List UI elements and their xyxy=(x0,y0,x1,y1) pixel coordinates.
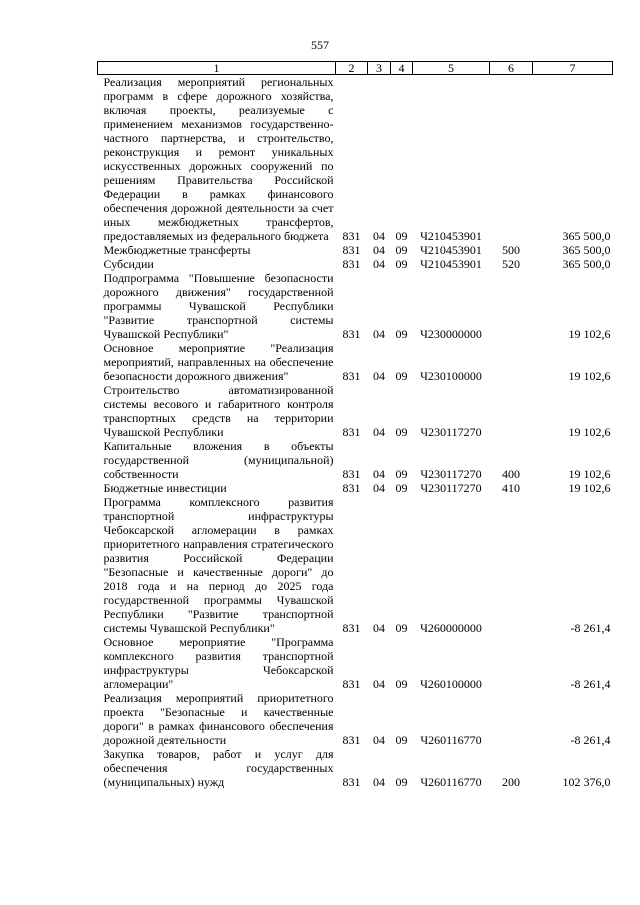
table-row xyxy=(98,481,613,495)
table-row xyxy=(98,691,613,747)
row-amount: 19 102,6 xyxy=(568,327,611,341)
row-subsection-code: 09 xyxy=(395,229,408,243)
row-expense-type xyxy=(490,75,533,244)
row-subsection-code: 09 xyxy=(395,425,408,439)
table-row xyxy=(98,75,613,244)
row-expense-type xyxy=(490,635,533,691)
row-section-code: 04 xyxy=(373,677,385,691)
row-expense-type xyxy=(490,495,533,635)
table-row xyxy=(98,257,613,271)
row-subsection-code: 09 xyxy=(395,733,408,747)
table-row xyxy=(98,747,613,789)
row-target-article: Ч230117270 xyxy=(420,467,482,481)
header-col-2: 2 xyxy=(336,62,368,75)
row-target-article: Ч260100000 xyxy=(420,677,482,691)
row-ministry-code: 831 xyxy=(342,369,361,383)
table-row xyxy=(98,495,613,635)
row-expense-type xyxy=(490,341,533,383)
row-target-article: Ч210453901 xyxy=(420,243,482,257)
row-expense-type xyxy=(490,383,533,439)
row-section-code: 04 xyxy=(373,425,385,439)
header-row xyxy=(98,62,613,75)
row-ministry-code: 831 xyxy=(342,775,361,789)
row-target-article: Ч230117270 xyxy=(420,481,482,495)
row-expense-type: 200 xyxy=(502,775,520,789)
row-name: Подпрограмма "Повышение безопасности дорожного движения" государственной программы Чувашской Республики "Развитие транспортной системы Чувашской Республики" xyxy=(103,271,334,341)
table-row xyxy=(98,271,613,341)
row-name: Основное мероприятие "Реализация мероприятий, направленных на обеспечение безопасности дорожного движения" xyxy=(103,341,334,383)
row-target-article: Ч260116770 xyxy=(420,733,482,747)
row-name: Строительство автоматизированной системы весового и габаритного контроля транспортных средств на территории Чувашской Республики xyxy=(103,383,334,439)
row-amount: 19 102,6 xyxy=(568,481,611,495)
row-target-article: Ч230117270 xyxy=(420,425,482,439)
row-expense-type: 520 xyxy=(502,257,520,271)
row-name: Капитальные вложения в объекты государственной (муниципальной) собственности xyxy=(103,439,334,481)
row-expense-type: 500 xyxy=(502,243,520,257)
row-expense-type: 400 xyxy=(502,467,520,481)
row-subsection-code: 09 xyxy=(395,775,408,789)
row-name: Программа комплексного развития транспортной инфраструктуры Чебоксарской агломерации в рамках приоритетного направления стратегического развития Российской Федерации "Безопасные и качественные дороги" до 2018 года и на период до 2025 года государственной программы Чувашской Республики "Развитие транспортной системы Чувашской Республики" xyxy=(103,495,334,635)
row-section-code: 04 xyxy=(373,733,385,747)
row-expense-type xyxy=(490,271,533,341)
row-amount: 365 500,0 xyxy=(562,257,611,271)
row-section-code: 04 xyxy=(373,243,385,257)
header-col-1: 1 xyxy=(98,62,336,75)
row-subsection-code: 09 xyxy=(395,677,408,691)
row-ministry-code: 831 xyxy=(342,733,361,747)
row-ministry-code: 831 xyxy=(342,621,361,635)
row-expense-type xyxy=(490,691,533,747)
header-col-3: 3 xyxy=(368,62,391,75)
row-amount: 102 376,0 xyxy=(562,775,611,789)
row-ministry-code: 831 xyxy=(342,467,361,481)
row-subsection-code: 09 xyxy=(395,467,408,481)
row-target-article: Ч230100000 xyxy=(420,369,482,383)
row-name: Реализация мероприятий приоритетного проекта "Безопасные и качественные дороги" в рамках финансового обеспечения дорожной деятельности xyxy=(103,691,334,747)
table-body xyxy=(98,75,613,790)
header-col-4: 4 xyxy=(391,62,413,75)
row-ministry-code: 831 xyxy=(342,327,361,341)
table-row xyxy=(98,243,613,257)
row-name: Реализация мероприятий региональных программ в сфере дорожного хозяйства, включая проекты, реализуемые с применением механизмов государственно-частного партнерства, и строительство, реконструкция и ремонт уникальных искусственных дорожных сооружений по решениям Правительства Российской Федерации в рамках финансового обеспечения дорожной деятельности за счет иных межбюджетных трансфертов, предоставляемых из федерального бюджета xyxy=(103,75,334,243)
row-target-article: Ч260116770 xyxy=(420,775,482,789)
row-amount: -8 261,4 xyxy=(570,621,611,635)
page-number: 557 xyxy=(311,38,329,52)
row-ministry-code: 831 xyxy=(342,481,361,495)
row-name: Субсидии xyxy=(103,257,154,271)
row-section-code: 04 xyxy=(373,369,385,383)
row-section-code: 04 xyxy=(373,775,385,789)
row-section-code: 04 xyxy=(373,257,385,271)
table-row xyxy=(98,383,613,439)
row-target-article: Ч230000000 xyxy=(420,327,482,341)
row-target-article: Ч210453901 xyxy=(420,229,482,243)
row-name: Межбюджетные трансферты xyxy=(103,243,251,257)
row-amount: 19 102,6 xyxy=(568,425,611,439)
row-subsection-code: 09 xyxy=(395,369,408,383)
header-col-5: 5 xyxy=(413,62,490,75)
row-target-article: Ч210453901 xyxy=(420,257,482,271)
row-amount: 19 102,6 xyxy=(568,467,611,481)
row-amount: 365 500,0 xyxy=(562,243,611,257)
row-section-code: 04 xyxy=(373,621,385,635)
row-amount: 19 102,6 xyxy=(568,369,611,383)
budget-table xyxy=(97,61,613,789)
row-section-code: 04 xyxy=(373,481,385,495)
row-ministry-code: 831 xyxy=(342,425,361,439)
budget-table-container xyxy=(97,61,612,789)
row-section-code: 04 xyxy=(373,467,385,481)
table-row xyxy=(98,439,613,481)
row-ministry-code: 831 xyxy=(342,257,361,271)
table-row xyxy=(98,635,613,691)
row-section-code: 04 xyxy=(373,327,385,341)
row-subsection-code: 09 xyxy=(395,481,408,495)
row-subsection-code: 09 xyxy=(395,257,408,271)
row-name: Основное мероприятие "Программа комплексного развития транспортной инфраструктуры Чебоксарской агломерации" xyxy=(103,635,334,691)
row-ministry-code: 831 xyxy=(342,229,361,243)
row-subsection-code: 09 xyxy=(395,243,408,257)
row-name: Бюджетные инвестиции xyxy=(103,481,227,495)
header-col-7: 7 xyxy=(533,62,613,75)
row-section-code: 04 xyxy=(373,229,385,243)
row-amount: -8 261,4 xyxy=(570,677,611,691)
row-name: Закупка товаров, работ и услуг для обеспечения государственных (муниципальных) нужд xyxy=(103,747,334,789)
row-expense-type: 410 xyxy=(502,481,520,495)
row-ministry-code: 831 xyxy=(342,677,361,691)
row-ministry-code: 831 xyxy=(342,243,361,257)
table-row xyxy=(98,341,613,383)
row-subsection-code: 09 xyxy=(395,621,408,635)
table-header xyxy=(98,62,613,75)
header-col-6: 6 xyxy=(490,62,533,75)
row-subsection-code: 09 xyxy=(395,327,408,341)
row-target-article: Ч260000000 xyxy=(420,621,482,635)
row-amount: -8 261,4 xyxy=(570,733,611,747)
row-amount: 365 500,0 xyxy=(562,229,611,243)
